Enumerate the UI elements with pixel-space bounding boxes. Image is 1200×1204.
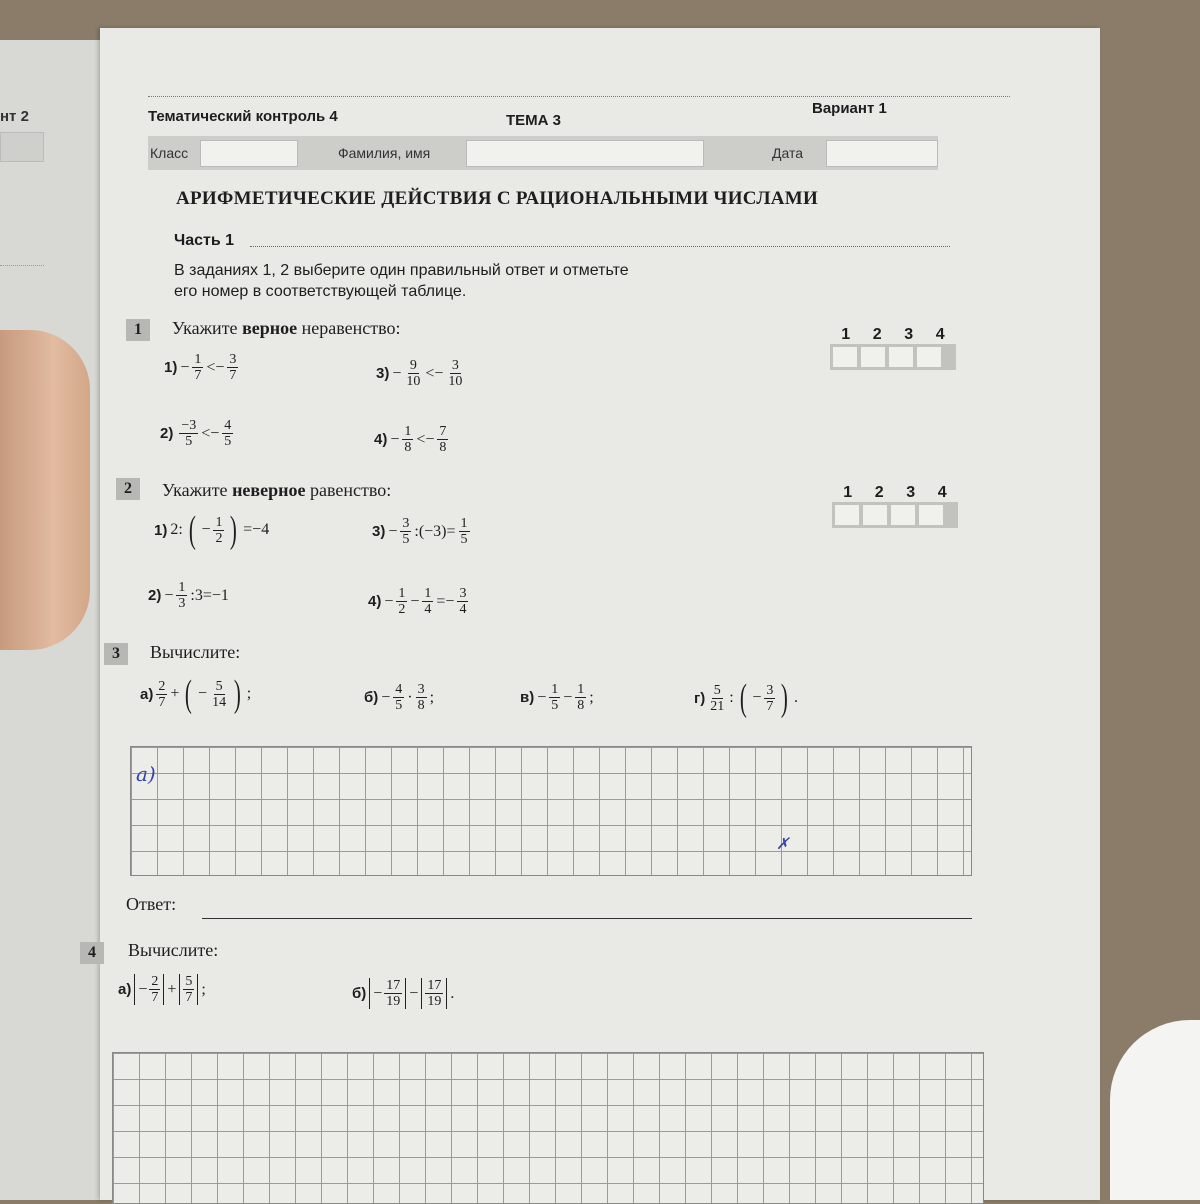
handwritten-note: а) [136,762,156,786]
q2-answer-num-1: 1 [843,484,853,501]
q3-c-semicolon: ; [589,688,594,706]
q4-a-n2: 5 [185,974,193,989]
q1-option-4-frac-a [402,424,413,455]
q1-text-bold: верное [242,318,298,338]
q1-option-1-n2: 3 [229,352,237,367]
q3-c-label: в) [520,689,535,706]
q4-b-frac-2 [425,978,443,1009]
top-divider [148,96,1010,97]
q2-text-bold: неверное [232,480,306,500]
control-title: Тематический контроль 4 [148,108,338,125]
q2-option-4-n1: 1 [398,586,406,601]
q2-text [162,480,391,501]
q2-option-4-op2: =− [436,592,455,610]
q4-a-plus: + [167,980,177,998]
q2-option-4-frac-c [457,586,468,617]
q3-b-label: б) [364,689,379,706]
q2-option-3-label: 3) [372,523,386,540]
q1-option-4-n1: 1 [404,424,412,439]
part-divider [250,246,950,247]
q2-answer-num-2: 2 [874,484,884,501]
q2-answer-cells [832,502,958,528]
q2-option-3-n: 3 [402,516,410,531]
q4-b-d2: 19 [427,994,442,1009]
q2-option-3 [372,516,470,547]
q2-option-3-d2: 5 [460,532,468,547]
q2-option-1-frac [213,515,224,546]
q2-answer-cell-3[interactable] [891,505,915,525]
q3-c-op: − [563,688,573,706]
q4-a-semicolon: ; [201,980,206,998]
instructions-line-1: В заданиях 1, 2 выберите один правильный ответ и отметьте [174,262,629,279]
q3-d-frac-2 [764,683,775,714]
q2-option-4-label: 4) [368,593,382,610]
q3-d-d2: 7 [766,698,774,714]
q4-b-label: б) [352,985,367,1002]
q4-a-d1: 7 [151,990,159,1005]
q3-d-lparen: ( [739,677,747,719]
topic-title: ТЕМА 3 [506,112,562,129]
q3-a-frac-1 [156,679,167,710]
name-field[interactable] [466,140,704,167]
q3-b-semicolon: ; [429,688,435,706]
q3-a-plus: + [170,685,180,702]
q2-option-1-result: =−4 [243,521,270,538]
q3-b-d1: 5 [395,698,403,713]
q3-c-n1: 1 [551,682,559,697]
instructions [174,260,774,302]
q2-option-4-minus: − [384,592,394,610]
answer-line[interactable] [202,918,972,919]
q4-b-period: . [450,984,455,1002]
q1-option-1-frac-a [192,352,203,383]
part-title: Часть 1 [174,232,235,249]
q2-answer-table [832,484,958,528]
q1-answer-table [830,326,956,370]
q1-answer-cell-3[interactable] [889,347,913,367]
q1-answer-cell-4[interactable] [917,347,941,367]
q3-work-grid[interactable] [130,746,972,876]
q2-option-4-frac-a [396,586,407,617]
q4-b-minus: − [373,984,383,1002]
q4-a-frac-2 [183,974,194,1005]
q1-option-4-d2: 8 [439,440,447,455]
q1-option-2-d1: 5 [185,434,193,449]
date-label: Дата [772,145,804,161]
q2-option-1 [154,509,270,551]
q1-option-4-d1: 8 [404,440,412,455]
date-field[interactable] [826,140,938,167]
q2-option-1-lparen: ( [188,509,196,551]
q2-option-4-frac-b [422,586,433,617]
q2-answer-num-4: 4 [937,484,947,501]
q3-a-d1: 7 [158,694,166,710]
q1-option-3-sign: − [392,364,402,382]
q1-option-3-n1: 9 [409,358,417,373]
q4-number: 4 [80,942,104,964]
q3-d-n2: 3 [766,682,774,698]
q3-b-minus: − [381,688,391,706]
q1-text-post: неравенство: [297,318,401,338]
q2-option-1-a: 2: [170,521,183,538]
q2-option-2-label: 2) [148,587,162,604]
q3-c-frac-1 [549,682,560,713]
q2-option-1-rparen: ) [230,509,238,551]
q1-text-pre: Укажите [172,318,243,338]
q4-b-n2: 17 [427,978,442,993]
q1-answer-num-2: 2 [872,326,882,343]
q1-answer-cell-2[interactable] [861,347,885,367]
q2-option-2-d: 3 [178,596,186,611]
q3-d-period: . [794,689,799,706]
q2-option-2-minus: − [164,586,174,604]
q2-option-1-d: 2 [215,530,223,546]
q4-a-abs-1 [134,974,164,1005]
q3-a-n2: 5 [215,678,223,694]
q2-option-4-op1: − [410,592,420,610]
q3-a-label: а) [140,685,154,703]
q3-c-d1: 5 [551,698,559,713]
q2-text-post: равенство: [305,480,392,500]
q3-text: Вычислите: [150,642,241,662]
q3-a-minus: − [198,685,208,702]
q1-option-3-n2: 3 [451,358,459,373]
instructions-line-2: его номер в соответствующей таблице. [174,283,467,300]
q2-option-1-n: 1 [215,514,223,530]
q3-b-frac-1 [393,682,404,713]
q3-a-lparen: ( [185,673,193,715]
class-field[interactable] [200,140,298,167]
q1-option-3-frac-a [404,358,422,389]
q1-option-4 [374,424,448,455]
background-cloth [1110,1020,1200,1200]
q1-option-1-d2: 7 [229,368,237,383]
q2-answer-num-3: 3 [906,484,916,501]
q4-b-op: − [409,984,419,1002]
q3-b-dot: · [407,688,413,706]
q3-d-n1: 5 [713,682,721,698]
q4-a-d2: 7 [185,990,193,1005]
q1-answer-cells [830,344,956,370]
q3-d-minus: − [752,689,762,706]
q1-option-2-d2: 5 [224,434,232,449]
q2-option-2-result: :3=−1 [190,586,229,604]
q1-option-2-n1: −3 [181,418,197,433]
left-page-box [0,132,44,162]
q3-a-d2: 14 [212,694,227,710]
q3-number: 3 [104,643,128,665]
q3-a-n1: 2 [158,678,166,694]
q1-option-4-n2: 7 [439,424,447,439]
q1-option-3-label: 3) [376,365,390,382]
q1-option-4-frac-b [437,424,448,455]
q3-d-frac-1 [708,683,726,714]
q4-a-abs-2 [179,974,198,1005]
q1-option-1 [164,352,238,383]
q1-number: 1 [126,319,150,341]
q1-option-1-d1: 7 [194,368,202,383]
q2-text-pre: Укажите [162,480,233,500]
q2-option-3-n2: 1 [460,516,468,531]
q2-option-4-d2: 4 [424,602,432,617]
q3-b-d2: 8 [417,698,425,713]
q1-option-3-d1: 10 [406,374,421,389]
q4-b-n1: 17 [386,978,401,993]
q3-a-frac-2 [210,679,228,710]
q3-part-b [364,682,434,713]
q1-answer-numbers [830,326,956,344]
q3-part-a [140,673,252,715]
q1-answer-num-4: 4 [935,326,945,343]
q3-b-frac-2 [416,682,427,713]
q4-text: Вычислите: [128,940,219,960]
q3-b-n1: 4 [395,682,403,697]
q1-answer-cell-1[interactable] [833,347,857,367]
q1-text [172,318,401,339]
q2-option-2-frac [176,580,187,611]
name-label: Фамилия, имя [338,145,431,161]
q4-a-frac-1 [149,974,160,1005]
left-page-header: нт 2 [0,108,29,125]
q2-option-3-frac-a [400,516,411,547]
q1-option-1-sign: − [180,358,190,376]
q3-c-n2: 1 [577,682,585,697]
pen-mark: ✗ [776,834,790,853]
q3-part-c [520,682,594,713]
variant-title: Вариант 1 [812,100,887,117]
q1-option-4-sign: − [390,430,400,448]
q1-answer-num-1: 1 [841,326,851,343]
left-page-divider [0,265,44,266]
q2-option-3-frac-b [459,516,470,547]
q1-option-1-label: 1) [164,359,178,376]
q3-a-semicolon: ; [246,685,252,702]
q1-option-2-frac-a [179,418,198,449]
q4-b-d1: 19 [386,994,401,1009]
q3-d-rparen: ) [781,677,789,719]
q1-option-1-frac-b [227,352,238,383]
q1-option-3 [376,358,464,389]
q1-option-4-label: 4) [374,431,388,448]
q1-option-1-n1: 1 [194,352,202,367]
student-info-bar [148,136,938,170]
q3-d-colon: : [729,689,734,706]
q2-answer-cell-1[interactable] [835,505,859,525]
q3-b-n2: 3 [417,682,425,697]
q1-option-2-frac-b [222,418,233,449]
q1-answer-num-3: 3 [904,326,914,343]
q3-c-minus: − [537,688,547,706]
q2-answer-numbers [832,484,958,502]
q2-answer-cell-4[interactable] [919,505,943,525]
q4-a-label: а) [118,981,132,998]
q1-option-2-n2: 4 [224,418,232,433]
q2-option-4-d3: 4 [459,602,467,617]
q4-part-b [352,978,454,1009]
q1-option-4-op: <− [416,430,435,448]
q2-option-3-d: 5 [402,532,410,547]
q3-d-d1: 21 [710,698,725,714]
q1-option-3-frac-b [446,358,464,389]
q1-option-1-op: <− [206,358,225,376]
q2-option-2-n: 1 [178,580,186,595]
q4-b-abs-2 [421,978,447,1009]
page-title: АРИФМЕТИЧЕСКИЕ ДЕЙСТВИЯ С РАЦИОНАЛЬНЫМИ ЧИСЛАМИ [176,188,819,209]
q2-option-4 [368,586,468,617]
q3-d-label: г) [694,689,706,707]
q4-work-grid[interactable] [112,1052,984,1204]
q1-option-3-op: <− [425,364,444,382]
q2-option-3-minus: − [388,522,398,540]
q2-number: 2 [116,478,140,500]
q1-option-2 [160,418,233,449]
q2-answer-cell-2[interactable] [863,505,887,525]
worksheet-page [88,28,1100,1200]
q4-a-minus: − [138,980,148,998]
q3-c-d2: 8 [577,698,585,713]
q4-a-n1: 2 [151,974,159,989]
q3-c-frac-2 [575,682,586,713]
q2-option-1-minus: − [201,521,211,538]
q4-b-abs-1 [369,978,406,1009]
q1-option-2-op: <− [201,424,220,442]
q2-option-1-label: 1) [154,521,168,539]
answer-label: Ответ: [126,894,177,914]
q1-option-3-d2: 10 [448,374,463,389]
q2-option-4-n2: 1 [424,586,432,601]
class-label: Класс [150,145,189,161]
q1-option-2-label: 2) [160,425,174,442]
q2-option-2 [148,580,229,611]
q3-a-rparen: ) [233,673,241,715]
q4-part-a [118,974,206,1005]
q2-option-4-n3: 3 [459,586,467,601]
q3-part-d [694,677,799,719]
q4-b-frac-1 [384,978,402,1009]
q2-option-3-mid: :(−3)= [414,522,456,540]
finger [0,330,90,650]
q2-option-4-d1: 2 [398,602,406,617]
